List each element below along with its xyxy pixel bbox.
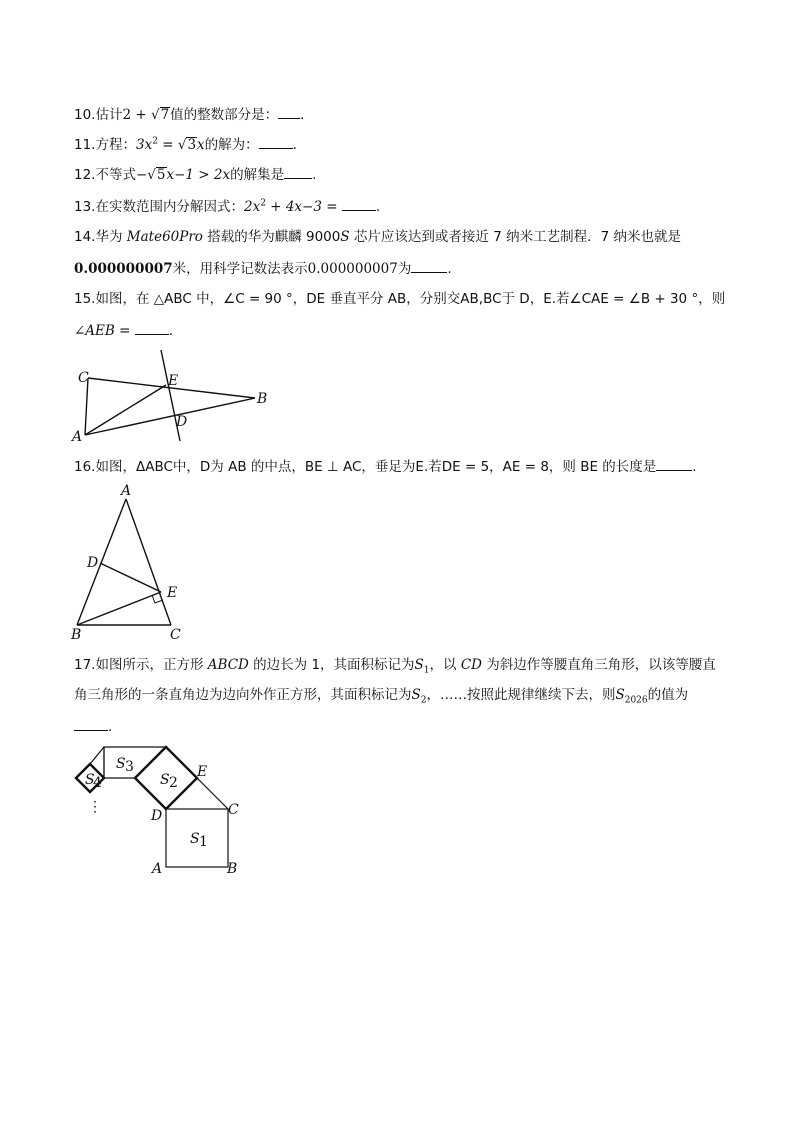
question-17-line-1 [74, 656, 716, 674]
q11-number: 11. [74, 137, 96, 153]
square-s3 [104, 747, 166, 778]
segment-ac [126, 499, 171, 625]
label-a: A [121, 483, 132, 499]
q17-text: ，……按照此规律继续下去，则 [426, 687, 616, 703]
q12-number: 12. [74, 167, 96, 183]
label-b: B [257, 391, 268, 407]
q10-number: 10. [74, 107, 96, 123]
label-c: C [78, 370, 89, 386]
figure-17 [70, 740, 250, 880]
segment-de [100, 563, 161, 592]
q15-end: . [168, 323, 174, 339]
segment-ab [85, 398, 255, 435]
label-a: A [72, 429, 83, 445]
label-s4: S [85, 772, 95, 788]
question-14-line-2 [74, 258, 452, 278]
label-s3-sub: 3 [125, 759, 134, 775]
q16-number: 16. [74, 459, 96, 475]
question-14-line-1 [74, 228, 681, 246]
answer-blank[interactable] [135, 320, 169, 335]
q14-model: Mate60Pro [126, 229, 203, 245]
question-10 [74, 104, 304, 124]
question-16 [74, 456, 697, 476]
q12-end: . [312, 167, 317, 183]
q11-exponent: 2 [152, 136, 158, 147]
q17-sub: 1 [423, 665, 430, 676]
answer-blank[interactable] [278, 104, 300, 119]
question-12 [74, 164, 316, 184]
sqrt-sign: √ [177, 137, 187, 153]
figure-16 [66, 482, 186, 642]
label-s1-sub: 1 [199, 834, 208, 850]
q17-sub: 2026 [624, 695, 648, 706]
q11-equals: = [157, 137, 178, 153]
q11-lhs: 3x [135, 137, 153, 153]
q11-end: . [292, 137, 297, 153]
label-d: D [176, 414, 188, 430]
q11-prefix: 方程： [95, 137, 136, 153]
label-s3: S [116, 756, 126, 772]
q15-angle: ∠AEB = [74, 323, 135, 339]
q17-s: S [615, 687, 625, 703]
sqrt-sign: √ [147, 167, 156, 183]
q11-var: x [197, 137, 205, 153]
q15-text: 如图，在 △ABC 中，∠C = 90 °，DE 垂直平分 AB，分别交AB,BC于 D，E.若∠CAE = ∠B + 30 °，则 [95, 291, 726, 307]
label-b: B [227, 861, 238, 877]
q13-term-b: + 4x−3 = [265, 199, 342, 215]
figure-15 [70, 345, 280, 445]
answer-blank[interactable] [656, 456, 692, 471]
q17-text: 的值为 [647, 687, 689, 703]
label-e: E [168, 373, 179, 389]
answer-blank[interactable] [259, 134, 293, 149]
label-a: A [152, 861, 163, 877]
label-c: C [170, 627, 181, 642]
q14-text: 为 [397, 261, 412, 277]
q17-end: . [108, 719, 113, 735]
sqrt-sign: √ [150, 107, 160, 123]
q14-text: 芯片应该达到或者接近 7 纳米工艺制程．7 纳米也就是 [349, 229, 681, 245]
segment-ca [85, 378, 88, 435]
connector-s4-s3 [90, 747, 104, 764]
q14-text: 米，用科学记数法表示 [172, 261, 308, 277]
q11-radicand: 3 [187, 137, 197, 153]
q10-term: 2 + [122, 107, 151, 123]
q17-text: 为斜边作等腰直角三角形，以该等腰直 [481, 657, 716, 673]
q13-prefix: 在实数范围内分解因式： [95, 199, 244, 215]
q17-s: S [414, 657, 424, 673]
label-s2: S [160, 772, 170, 788]
label-b: B [71, 627, 82, 642]
q14-number-value: 0.000000007 [307, 261, 398, 277]
q10-radicand: 7 [160, 107, 170, 123]
q14-number: 14. [74, 229, 96, 245]
q17-text: 如图所示，正方形 [95, 657, 208, 673]
label-s2-sub: 2 [169, 775, 178, 791]
q17-number: 17. [74, 657, 96, 673]
q16-text: 如图，ΔABC中，D为 AB 的中点，BE ⊥ AC，垂足为E.若DE = 5，AE = 8，则 BE 的长度是 [95, 459, 657, 475]
question-15-line-2 [74, 320, 173, 340]
q12-suffix: 的解集是 [230, 167, 285, 183]
label-d: D [87, 555, 99, 571]
segment-ae [85, 385, 166, 435]
question-17-line-3 [74, 716, 112, 736]
q12-minus: − [135, 167, 148, 183]
question-15-line-1 [74, 290, 725, 308]
q12-expression: x−1 > 2x [166, 167, 231, 183]
q10-prefix: 估计 [95, 107, 123, 123]
q17-text: 的边长为 1，其面积标记为 [248, 657, 415, 673]
q13-term-a: 2x [243, 199, 261, 215]
q16-end: . [692, 459, 697, 475]
question-17-line-2 [74, 686, 688, 704]
q10-end: . [300, 107, 305, 123]
q17-square-name: ABCD [207, 657, 249, 673]
q14-text: 搭载的华为麒麟 9000 [202, 229, 341, 245]
label-e: E [167, 585, 178, 601]
label-s4-sub: 4 [93, 775, 102, 791]
answer-blank[interactable] [74, 716, 108, 731]
q10-suffix: 值的整数部分是： [170, 107, 279, 123]
q17-text: 角三角形的一条直角边为边向外作正方形，其面积标记为 [74, 687, 412, 703]
segment-be [77, 592, 161, 625]
q14-number-value: 0.000000007 [74, 261, 173, 277]
q12-prefix: 不等式 [95, 167, 136, 183]
q17-sub: 2 [420, 695, 427, 706]
question-11 [74, 134, 297, 154]
answer-blank[interactable] [411, 258, 447, 273]
q11-suffix: 的解为： [204, 137, 259, 153]
q14-text: 华为 [95, 229, 127, 245]
label-c: C [228, 802, 239, 818]
answer-blank[interactable] [342, 196, 376, 211]
continuation-dots: ⋮ [88, 799, 102, 815]
segment-ab [77, 499, 126, 625]
q12-radicand: 5 [156, 167, 166, 183]
q17-text: ，以 [429, 657, 461, 673]
label-e: E [197, 764, 208, 780]
label-s1: S [190, 831, 200, 847]
q14-end: . [447, 261, 452, 277]
q13-end: . [375, 199, 381, 215]
label-d: D [151, 808, 163, 824]
q17-segment: CD [460, 657, 482, 673]
q14-chip-suffix: S [340, 229, 350, 245]
q15-number: 15. [74, 291, 96, 307]
q17-s: S [411, 687, 421, 703]
answer-blank[interactable] [284, 164, 312, 179]
question-13 [74, 196, 380, 216]
q13-exponent: 2 [260, 198, 266, 209]
q13-number: 13. [74, 199, 96, 215]
